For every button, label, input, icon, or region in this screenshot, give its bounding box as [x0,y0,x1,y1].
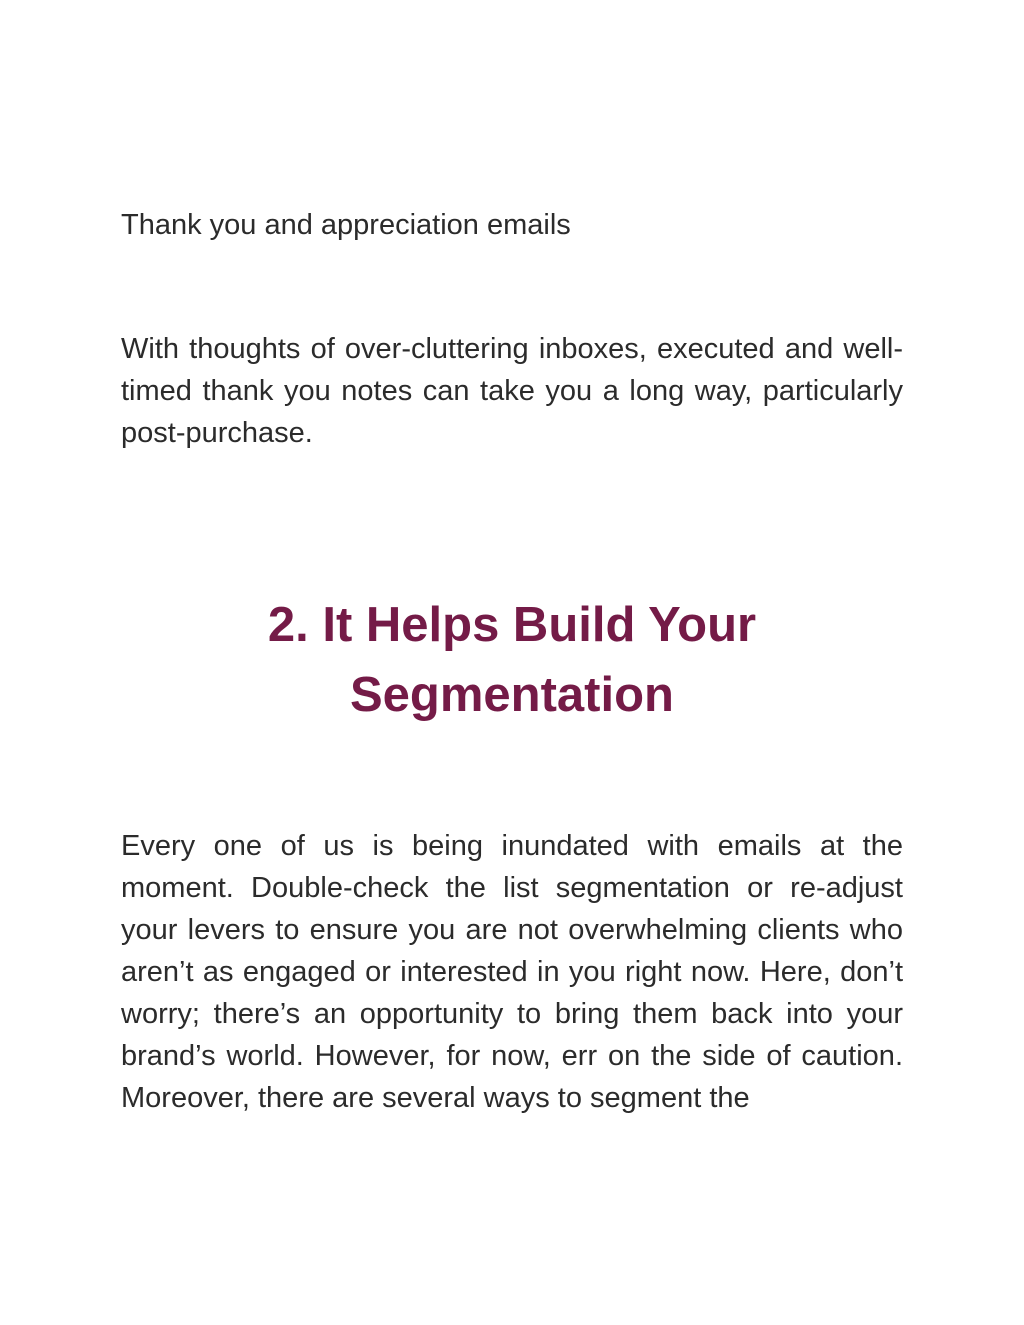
section-title-line-1: 2. It Helps Build Your [267,598,757,652]
subheading: Thank you and appreciation emails [121,209,571,241]
section-title-line-2: Segmentation [350,668,674,722]
section-title [0,590,1024,730]
paragraph-segmentation: Every one of us is being inundated with emails at the moment. Double-check the list segmentation or re-adjust your levers to ensure you are not overwhelming clients who aren’t as engaged or interested in you right now. Here, don’t worry; there’s an opportunity to bring them back into your brand’s world. However, for now, err on the side of caution. Moreover, there are several ways to segment the [121,830,903,1114]
paragraph-thank-you-notes: With thoughts of over-cluttering inboxes, executed and well-timed thank you notes can take you a long way, particularly post-purchase. [121,333,903,449]
